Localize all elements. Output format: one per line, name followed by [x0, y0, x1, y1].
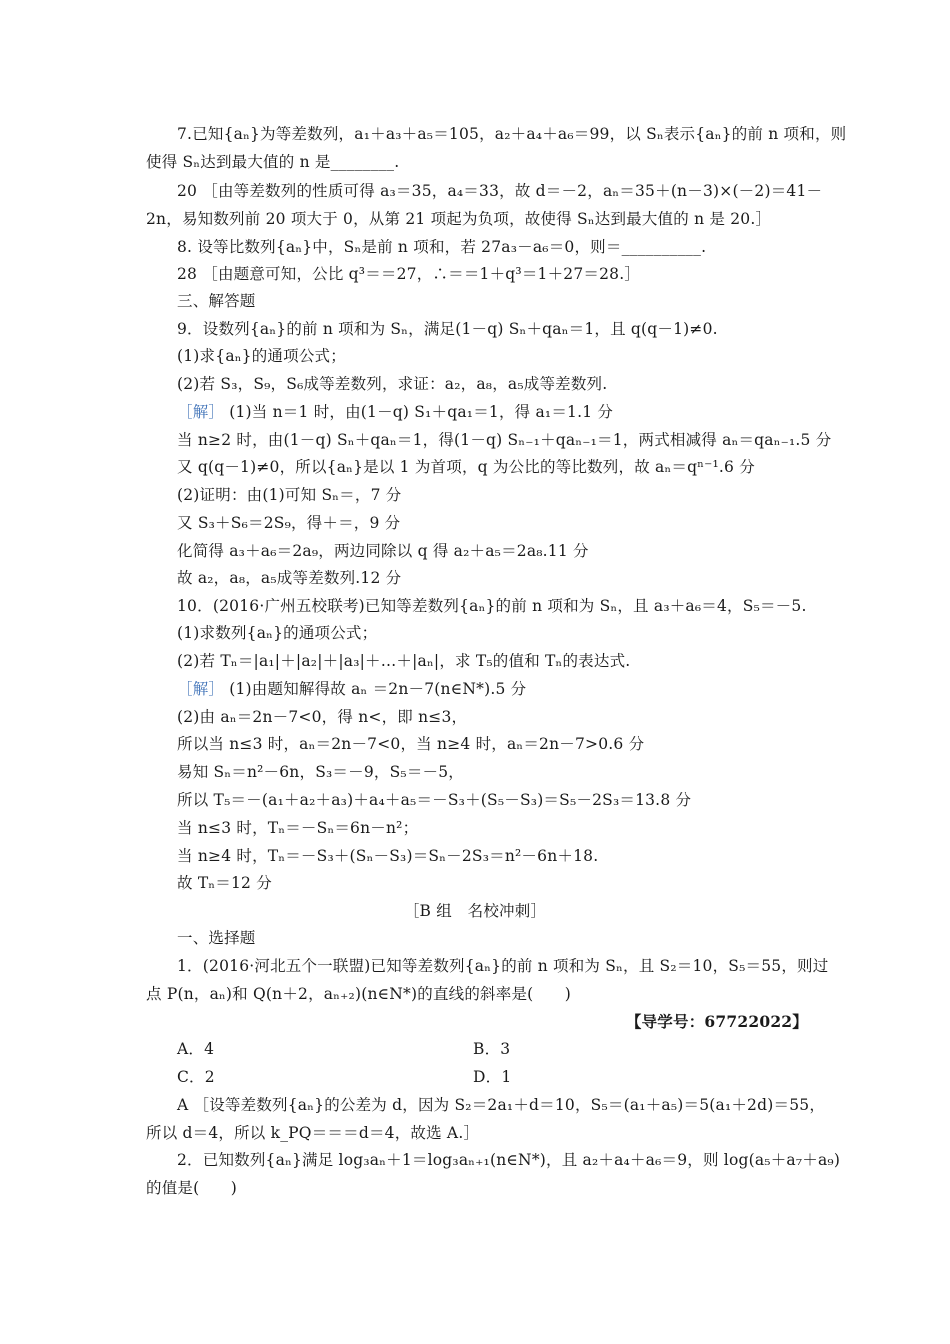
solution-10-line-6: 当 n≤3 时，Tₙ＝－Sₙ＝6n－n²；: [177, 819, 419, 837]
question-b1-text-cont: 点 P(n，aₙ)和 Q(n＋2，aₙ₊₂)(n∈N*)的直线的斜率是( ): [146, 985, 572, 1003]
solution-9-line-3: 又 q(q－1)≠0，所以{aₙ}是以 1 为首项，q 为公比的等比数列，故 aₙ＝qⁿ⁻¹.6 分: [177, 458, 755, 476]
section-heading-1: 一、选择题: [177, 929, 256, 947]
answer-b1-text-cont: 所以 d＝4，所以 k_PQ＝＝＝d＝4，故选 A.］: [146, 1124, 480, 1142]
question-9-part-2: (2)若 S₃，S₉，S₆成等差数列，求证：a₂，a₈，a₅成等差数列.: [177, 375, 608, 393]
answer-b1-text: A ［设等差数列{aₙ}的公差为 d，因为 S₂＝2a₁＋d＝10，S₅＝(a₁＋a₅)＝5(a₁＋2d)＝55，: [177, 1096, 826, 1114]
option-c: C．2: [177, 1068, 215, 1086]
solution-10-line-7: 当 n≥4 时，Tₙ＝－S₃＋(Sₙ－S₃)＝Sₙ－2S₃＝n²－6n＋18.: [177, 847, 599, 865]
solution-10-line-8: 故 Tₙ＝12 分: [177, 874, 272, 892]
solution-10-line-5: 所以 T₅＝－(a₁＋a₂＋a₃)＋a₄＋a₅＝－S₃＋(S₅－S₃)＝S₅－2S₃＝13.8 分: [177, 791, 692, 809]
solution-10-line-1: [177, 679, 526, 699]
solution-10-line-4: 易知 Sₙ＝n²－6n，S₃＝－9，S₅＝－5，: [177, 763, 464, 781]
question-8-text: 8. 设等比数列{aₙ}中，Sₙ是前 n 项和，若 27a₃－a₆＝0，则＝__________.: [177, 238, 707, 256]
guide-number: 【导学号：67722022】: [625, 1012, 808, 1031]
solution-tag: ［解］: [177, 403, 225, 421]
solution-9-line-6: 化简得 a₃＋a₆＝2a₉，两边同除以 q 得 a₂＋a₅＝2a₈.11 分: [177, 542, 589, 560]
question-10-part-1: (1)求数列{aₙ}的通项公式；: [177, 624, 378, 642]
solution-10-line-2: (2)由 aₙ＝2n－7<0，得 n<，即 n≤3，: [177, 708, 468, 726]
solution-9-line-1: [177, 402, 613, 422]
group-b-title: ［B 组 名校冲刺］: [403, 902, 547, 920]
question-10-part-2: (2)若 Tₙ＝|a₁|＋|a₂|＋|a₃|＋…＋|aₙ|，求 T₅的值和 Tₙ的表达式.: [177, 652, 631, 670]
question-b2-text: 2．已知数列{aₙ}满足 log₃aₙ＋1＝log₃aₙ₊₁(n∈N*)，且 a₂＋a₄＋a₆＝9，则 log(a₅＋a₇＋a₉): [177, 1151, 841, 1169]
question-10-text: 10．(2016·广州五校联考)已知等差数列{aₙ}的前 n 项和为 Sₙ，且 a₃＋a₆＝4，S₅＝－5.: [177, 597, 807, 615]
solution-9-line-2: 当 n≥2 时，由(1－q) Sₙ＋qaₙ＝1，得(1－q) Sₙ₋₁＋qaₙ₋₁＝1，两式相减得 aₙ＝qaₙ₋₁.5 分: [177, 431, 832, 449]
answer-7-text-cont: 2n，易知数列前 20 项大于 0，从第 21 项起为负项，故使得 Sₙ达到最大值的 n 是 20.］: [146, 210, 772, 228]
question-9-text: 9．设数列{aₙ}的前 n 项和为 Sₙ，满足(1－q) Sₙ＋qaₙ＝1，且 q(q－1)≠0.: [177, 320, 718, 338]
question-7-text-cont: 使得 Sₙ达到最大值的 n 是________.: [146, 153, 400, 171]
solution-10-line-1-text: (1)由题知解得故 aₙ ＝2n－7(n∈N*).5 分: [224, 680, 527, 698]
solution-tag: ［解］: [177, 680, 225, 698]
solution-9-line-4: (2)证明：由(1)可知 Sₙ＝，7 分: [177, 486, 402, 504]
solution-9-line-5: 又 S₃＋S₆＝2S₉，得＋＝，9 分: [177, 514, 401, 532]
solution-9-line-7: 故 a₂，a₈，a₅成等差数列.12 分: [177, 569, 402, 587]
question-9-part-1: (1)求{aₙ}的通项公式；: [177, 347, 346, 365]
question-b2-text-cont: 的值是( ): [146, 1179, 237, 1197]
answer-7-text: 20 ［由等差数列的性质可得 a₃＝35，a₄＝33，故 d＝－2，aₙ＝35＋(n－3)×(－2)＝41－: [177, 182, 823, 200]
option-b: B．3: [473, 1040, 511, 1058]
question-7-text: 7.已知{aₙ}为等差数列，a₁＋a₃＋a₅＝105，a₂＋a₄＋a₆＝99，以 Sₙ表示{aₙ}的前 n 项和，则: [177, 125, 847, 143]
solution-9-line-1-text: (1)当 n＝1 时，由(1－q) S₁＋qa₁＝1，得 a₁＝1.1 分: [224, 403, 614, 421]
question-b1-text: 1．(2016·河北五个一联盟)已知等差数列{aₙ}的前 n 项和为 Sₙ，且 S₂＝10，S₅＝55，则过: [177, 957, 829, 975]
option-a: A．4: [177, 1040, 215, 1058]
option-d: D．1: [473, 1068, 512, 1086]
solution-10-line-3: 所以当 n≤3 时，aₙ＝2n－7<0，当 n≥4 时，aₙ＝2n－7>0.6 分: [177, 735, 645, 753]
answer-8-text: 28 ［由题意可知，公比 q³＝＝27，∴＝＝1＋q³＝1＋27＝28.］: [177, 265, 641, 283]
section-heading-3: 三、解答题: [177, 292, 256, 310]
